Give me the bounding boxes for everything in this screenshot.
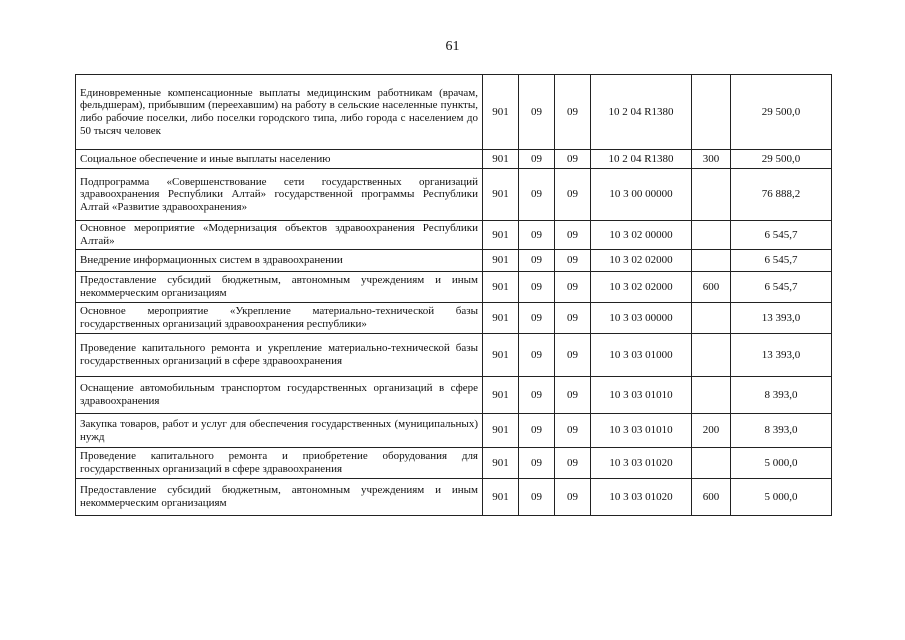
subsection-code: 09 xyxy=(555,448,591,479)
row-name: Основное мероприятие «Модернизация объектов здравоохранения Республики Алтай» xyxy=(76,221,483,250)
admin-code: 901 xyxy=(483,75,519,150)
row-name: Внедрение информационных систем в здравоохранении xyxy=(76,250,483,272)
subsection-code: 09 xyxy=(555,334,591,377)
target-article-code: 10 3 03 01020 xyxy=(591,479,692,516)
table-row xyxy=(76,448,832,479)
row-name: Основное мероприятие «Укрепление материально-технической базы государственных организаций здравоохранения республики» xyxy=(76,303,483,334)
row-name: Социальное обеспечение и иные выплаты населению xyxy=(76,150,483,169)
page-number: 61 xyxy=(445,39,460,54)
expense-type-code xyxy=(692,75,731,150)
target-article-code: 10 2 04 R1380 xyxy=(591,75,692,150)
amount: 6 545,7 xyxy=(731,250,832,272)
amount: 5 000,0 xyxy=(731,448,832,479)
row-name: Единовременные компенсационные выплаты медицинским работникам (врачам, фельдшерам), прибывшим (переехавшим) на работу в сельские населенные пункты, либо рабочие поселки, либо поселки городского типа, либо города с населением до 50 тысяч человек xyxy=(76,75,483,150)
expense-type-code xyxy=(692,221,731,250)
section-code: 09 xyxy=(519,377,555,414)
admin-code: 901 xyxy=(483,303,519,334)
amount: 13 393,0 xyxy=(731,334,832,377)
table-row xyxy=(76,75,832,150)
amount: 8 393,0 xyxy=(731,377,832,414)
admin-code: 901 xyxy=(483,479,519,516)
admin-code: 901 xyxy=(483,272,519,303)
amount: 8 393,0 xyxy=(731,414,832,448)
row-name: Закупка товаров, работ и услуг для обеспечения государственных (муниципальных) нужд xyxy=(76,414,483,448)
expense-type-code: 300 xyxy=(692,150,731,169)
subsection-code: 09 xyxy=(555,303,591,334)
expense-type-code: 200 xyxy=(692,414,731,448)
target-article-code: 10 3 03 01010 xyxy=(591,377,692,414)
admin-code: 901 xyxy=(483,377,519,414)
amount: 6 545,7 xyxy=(731,221,832,250)
target-article-code: 10 3 03 01010 xyxy=(591,414,692,448)
row-name: Предоставление субсидий бюджетным, автономным учреждениям и иным некоммерческим организациям xyxy=(76,479,483,516)
section-code: 09 xyxy=(519,272,555,303)
target-article-code: 10 3 00 00000 xyxy=(591,169,692,221)
expense-type-code xyxy=(692,250,731,272)
row-name: Предоставление субсидий бюджетным, автономным учреждениям и иным некоммерческим организациям xyxy=(76,272,483,303)
subsection-code: 09 xyxy=(555,221,591,250)
amount: 5 000,0 xyxy=(731,479,832,516)
table-row xyxy=(76,334,832,377)
amount: 29 500,0 xyxy=(731,75,832,150)
table-row xyxy=(76,303,832,334)
section-code: 09 xyxy=(519,303,555,334)
section-code: 09 xyxy=(519,150,555,169)
subsection-code: 09 xyxy=(555,75,591,150)
section-code: 09 xyxy=(519,334,555,377)
table-row xyxy=(76,169,832,221)
table-row xyxy=(76,150,832,169)
expense-type-code: 600 xyxy=(692,479,731,516)
table-row xyxy=(76,414,832,448)
expense-type-code xyxy=(692,303,731,334)
budget-table xyxy=(75,74,832,516)
admin-code: 901 xyxy=(483,150,519,169)
section-code: 09 xyxy=(519,479,555,516)
table-row xyxy=(76,377,832,414)
amount: 76 888,2 xyxy=(731,169,832,221)
target-article-code: 10 3 02 00000 xyxy=(591,221,692,250)
expense-type-code: 600 xyxy=(692,272,731,303)
subsection-code: 09 xyxy=(555,377,591,414)
table-row xyxy=(76,272,832,303)
subsection-code: 09 xyxy=(555,272,591,303)
subsection-code: 09 xyxy=(555,414,591,448)
section-code: 09 xyxy=(519,169,555,221)
table-row xyxy=(76,221,832,250)
section-code: 09 xyxy=(519,448,555,479)
target-article-code: 10 3 03 00000 xyxy=(591,303,692,334)
row-name: Проведение капитального ремонта и укрепление материально-технической базы государственных организаций в сфере здравоохранения xyxy=(76,334,483,377)
section-code: 09 xyxy=(519,250,555,272)
amount: 13 393,0 xyxy=(731,303,832,334)
target-article-code: 10 3 02 02000 xyxy=(591,250,692,272)
row-name: Оснащение автомобильным транспортом государственных организаций в сфере здравоохранения xyxy=(76,377,483,414)
expense-type-code xyxy=(692,334,731,377)
subsection-code: 09 xyxy=(555,150,591,169)
table-row xyxy=(76,250,832,272)
target-article-code: 10 2 04 R1380 xyxy=(591,150,692,169)
subsection-code: 09 xyxy=(555,250,591,272)
expense-type-code xyxy=(692,448,731,479)
amount: 6 545,7 xyxy=(731,272,832,303)
admin-code: 901 xyxy=(483,448,519,479)
expense-type-code xyxy=(692,377,731,414)
amount: 29 500,0 xyxy=(731,150,832,169)
section-code: 09 xyxy=(519,75,555,150)
admin-code: 901 xyxy=(483,414,519,448)
subsection-code: 09 xyxy=(555,479,591,516)
expense-type-code xyxy=(692,169,731,221)
row-name: Подпрограмма «Совершенствование сети государственных организаций здравоохранения Республики Алтай» государственной программы Республики Алтай «Развитие здравоохранения» xyxy=(76,169,483,221)
section-code: 09 xyxy=(519,221,555,250)
row-name: Проведение капитального ремонта и приобретение оборудования для государственных организаций в сфере здравоохранения xyxy=(76,448,483,479)
admin-code: 901 xyxy=(483,169,519,221)
target-article-code: 10 3 03 01020 xyxy=(591,448,692,479)
admin-code: 901 xyxy=(483,250,519,272)
target-article-code: 10 3 03 01000 xyxy=(591,334,692,377)
section-code: 09 xyxy=(519,414,555,448)
admin-code: 901 xyxy=(483,221,519,250)
subsection-code: 09 xyxy=(555,169,591,221)
target-article-code: 10 3 02 02000 xyxy=(591,272,692,303)
admin-code: 901 xyxy=(483,334,519,377)
table-row xyxy=(76,479,832,516)
